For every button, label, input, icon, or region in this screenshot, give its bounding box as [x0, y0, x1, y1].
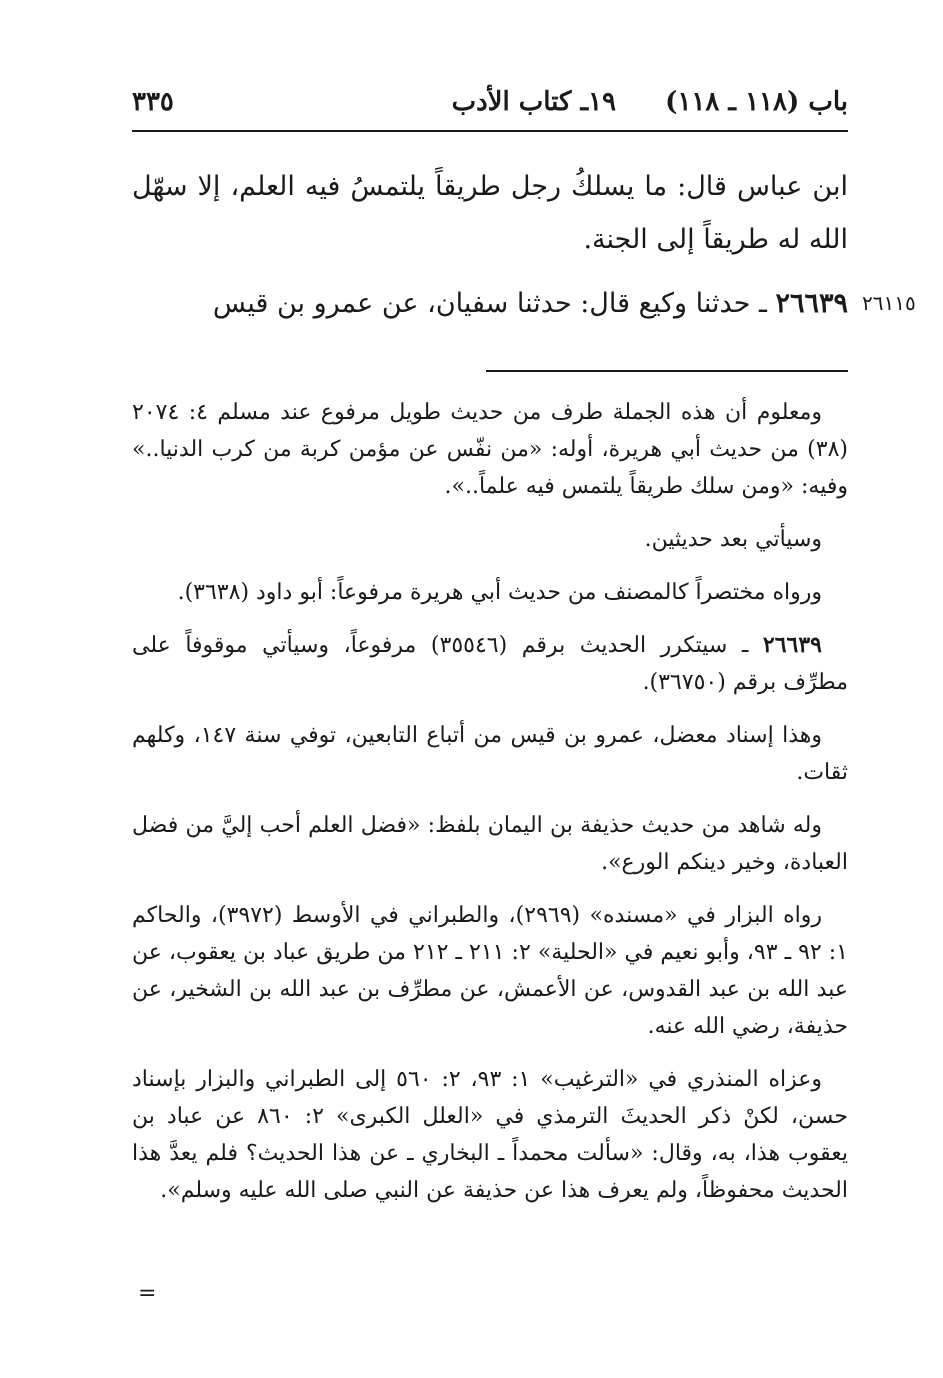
book-heading: ١٩ـ كتاب الأدب	[451, 87, 616, 117]
footnote-paragraph: وسيأتي بعد حديثين.	[644, 527, 822, 552]
footnote-paragraph: رواه البزار في «مسنده» (٢٩٦٩)، والطبراني في الأوسط (٣٩٧٢)، والحاكم ١: ٩٢ ـ ٩٣، وأبو نعيم في «الحلية» ٢: ٢١١ ـ ٢١٢ من طريق عباد بن يعقوب، عن عبد الله بن عبد القدوس، عن الأعمش، عن مطرِّف بن عبد الله بن الشخير، عن حذيفة، رضي الله عنه.	[132, 903, 848, 1039]
continuation-mark: =	[138, 1281, 157, 1306]
running-header	[132, 84, 848, 124]
margin-number: ٢٦١١٥	[862, 291, 916, 315]
footnote-paragraph: وعزاه المنذري في «الترغيب» ١: ٩٣، ٢: ٥٦٠ إلى الطبراني والبزار بإسناد حسن، لكنْ ذكر الحديثَ الترمذي في «العلل الكبرى» ٢: ٨٦٠ عن عباد بن يعقوب هذا، به، وقال: «سألت محمداً ـ البخاري ـ عن هذا الحديث؟ فلم يعدَّ هذا الحديث محفوظاً، ولم يعرف هذا عن حذيفة عن النبي صلى الله عليه وسلم».	[132, 1067, 848, 1203]
footnote-number: ٢٦٦٣٩	[762, 632, 822, 658]
footnote-paragraph: وهذا إسناد معضل، عمرو بن قيس من أتباع التابعين، توفي سنة ١٤٧، وكلهم ثقات.	[132, 723, 848, 785]
footnote-paragraph: ورواه مختصراً كالمصنف من حديث أبي هريرة مرفوعاً: أبو داود (٣٦٣٨).	[177, 580, 822, 605]
footnote-paragraph	[132, 627, 848, 701]
footnote-separator	[486, 370, 848, 372]
footnote-paragraph: ومعلوم أن هذه الجملة طرف من حديث طويل مرفوع عند مسلم ٤: ٢٠٧٤ (٣٨) من حديث أبي هريرة، أوله: «من نفّس عن مؤمن كربة من كرب الدنيا..» وفيه: «ومن سلك طريقاً يلتمس فيه علماً..».	[132, 400, 848, 499]
footnote-paragraph: وله شاهد من حديث حذيفة بن اليمان بلفظ: «فضل العلم أحب إليَّ من فضل العبادة، وخير دينكم الورع».	[132, 813, 848, 875]
hadith-text: ـ حدثنا وكيع قال: حدثنا سفيان، عن عمرو بن قيس	[212, 288, 767, 319]
chapter-heading: باب (١١٨ ـ ١١٨)	[665, 87, 848, 117]
footnotes	[132, 394, 848, 1225]
footnote-text: ـ سيتكرر الحديث برقم (٣٥٥٤٦) مرفوعاً، وسيأتي موقوفاً على مطرِّف برقم (٣٦٧٥٠).	[132, 633, 848, 695]
hadith-number: ٢٦٦٣٩	[775, 288, 848, 319]
intro-paragraph: ابن عباس قال: ما يسلكُ رجل طريقاً يلتمسُ فيه العلم، إلا سهّل الله له طريقاً إلى الجنة.	[132, 171, 848, 255]
main-text	[132, 160, 848, 266]
page-number: ٣٣٥	[132, 87, 174, 117]
header-rule	[132, 130, 848, 132]
hadith-line	[132, 282, 848, 326]
